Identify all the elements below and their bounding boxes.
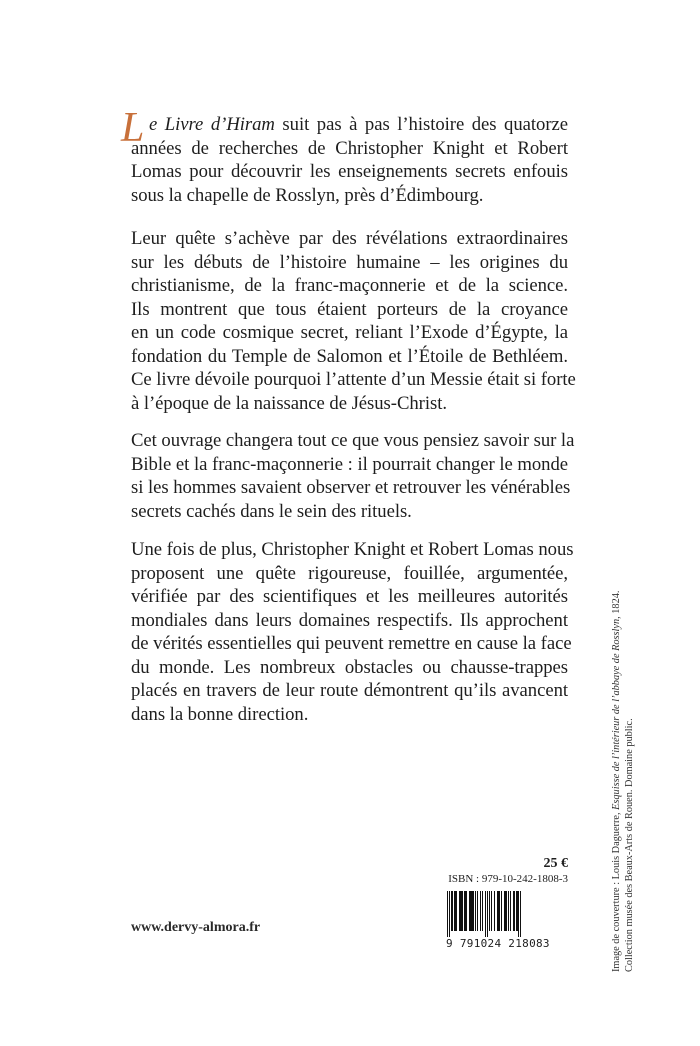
text-line: Ils montrent que tous étaient porteurs de la croyance	[131, 298, 568, 320]
text-line: mondiales dans leurs domaines respectifs. Ils approchent	[131, 609, 568, 631]
barcode-bar	[497, 891, 499, 931]
barcode-bar	[501, 891, 502, 931]
text-line: Leur quête s’achève par des révélations extraordinaires	[131, 228, 568, 249]
barcode-bar	[489, 891, 490, 931]
barcode-bars	[446, 891, 570, 937]
barcode-bar	[491, 891, 492, 931]
barcode-bar	[487, 891, 488, 937]
text-line: proposent une quête rigoureuse, fouillée, argumentée,	[131, 562, 568, 584]
barcode-bar	[499, 891, 500, 931]
intro-line-4: sous la chapelle de Rosslyn, près d’Édimbourg.	[131, 184, 484, 206]
barcode-bar	[516, 891, 518, 931]
barcode-bar	[454, 891, 456, 931]
intro-line-1: e Livre d’Hiram suit pas à pas l’histoire des quatorze	[149, 114, 568, 135]
text-line: Ce livre dévoile pourquoi l’attente d’un Messie était si forte	[131, 369, 576, 390]
barcode-bar	[475, 891, 476, 931]
text-line: dans la bonne direction.	[131, 703, 309, 725]
intro-line-3: Lomas pour découvrir les enseignements secrets enfouis	[131, 161, 568, 182]
paragraph-revelations	[131, 227, 576, 415]
paragraph-bible	[131, 429, 575, 523]
publisher-website-link[interactable]: www.dervy-almora.fr	[131, 920, 261, 935]
paragraph-intro	[121, 105, 568, 207]
price-label: 25 €	[543, 856, 568, 871]
barcode-bar	[510, 891, 511, 931]
barcode-bar	[518, 891, 519, 937]
text-line: fondation du Temple de Salomon et l’Étoile de Bethléem.	[131, 345, 568, 367]
artwork-title: Esquisse de l’intérieur de l’abbaye de Rosslyn	[611, 618, 622, 810]
text-line: placés en travers de leur route démontrent qu’ils avancent	[131, 680, 568, 701]
paragraph-quest	[131, 538, 574, 726]
barcode-bar	[456, 891, 457, 931]
text-line: à l’époque de la naissance de Jésus-Christ.	[131, 392, 447, 414]
text-line: de vérités essentielles qui peuvent remettre en cause la face	[131, 633, 572, 654]
drop-cap: L	[121, 105, 145, 151]
cover-image-credit	[610, 532, 646, 972]
text-line: sur les débuts de l’histoire humaine – les origines du	[131, 251, 568, 273]
text-line: Cet ouvrage changera tout ce que vous pensiez savoir sur la	[131, 430, 575, 451]
barcode-bar	[464, 891, 466, 931]
credit-line-1: Image de couverture : Louis Daguerre, Esquisse de l’intérieur de l’abbaye de Rosslyn, 1824.	[611, 590, 622, 972]
barcode-bar	[508, 891, 509, 931]
text-line: Une fois de plus, Christopher Knight et Robert Lomas nous	[131, 539, 574, 560]
barcode-bar	[477, 891, 478, 931]
barcode-bar	[480, 891, 481, 931]
book-title: e Livre d’Hiram	[149, 114, 275, 135]
text-line: en un code cosmique secret, reliant l’Exode d’Égypte, la	[131, 322, 568, 343]
barcode-bar	[451, 891, 453, 931]
barcode-bar	[469, 891, 471, 931]
barcode-bar	[504, 891, 506, 931]
isbn-label: ISBN : 979-10-242-1808-3	[448, 873, 568, 885]
credit-line-2: Collection musée des Beaux-Arts de Rouen. Domaine public.	[624, 718, 635, 972]
barcode-bar	[466, 891, 467, 931]
text-line: secrets cachés dans le sein des rituels.	[131, 500, 412, 522]
text-line: si les hommes savaient observer et retrouver les vénérables	[131, 477, 571, 498]
barcode-bar	[473, 891, 474, 931]
intro-line-2: années de recherches de Christopher Knight et Robert	[131, 137, 568, 159]
barcode-bar	[506, 891, 507, 931]
barcode-bar	[461, 891, 463, 931]
barcode-bar	[449, 891, 450, 937]
barcode-bar	[482, 891, 483, 931]
text-line: Bible et la franc-maçonnerie : il pourrait changer le monde	[131, 453, 568, 475]
barcode-bar	[513, 891, 515, 931]
text-line: du monde. Les nombreux obstacles ou chausse-trappes	[131, 656, 568, 678]
barcode-bar	[494, 891, 495, 931]
text-line: vérifiée par des scientifiques et les meilleures autorités	[131, 586, 568, 607]
barcode-bar	[447, 891, 448, 937]
barcode-number: 9 791024 218083	[446, 937, 570, 950]
barcode-bar	[471, 891, 473, 931]
barcode-bar	[485, 891, 486, 937]
barcode-bar	[459, 891, 461, 931]
text-line: christianisme, de la franc-maçonnerie et de la science.	[131, 275, 568, 296]
barcode-bar	[520, 891, 521, 937]
